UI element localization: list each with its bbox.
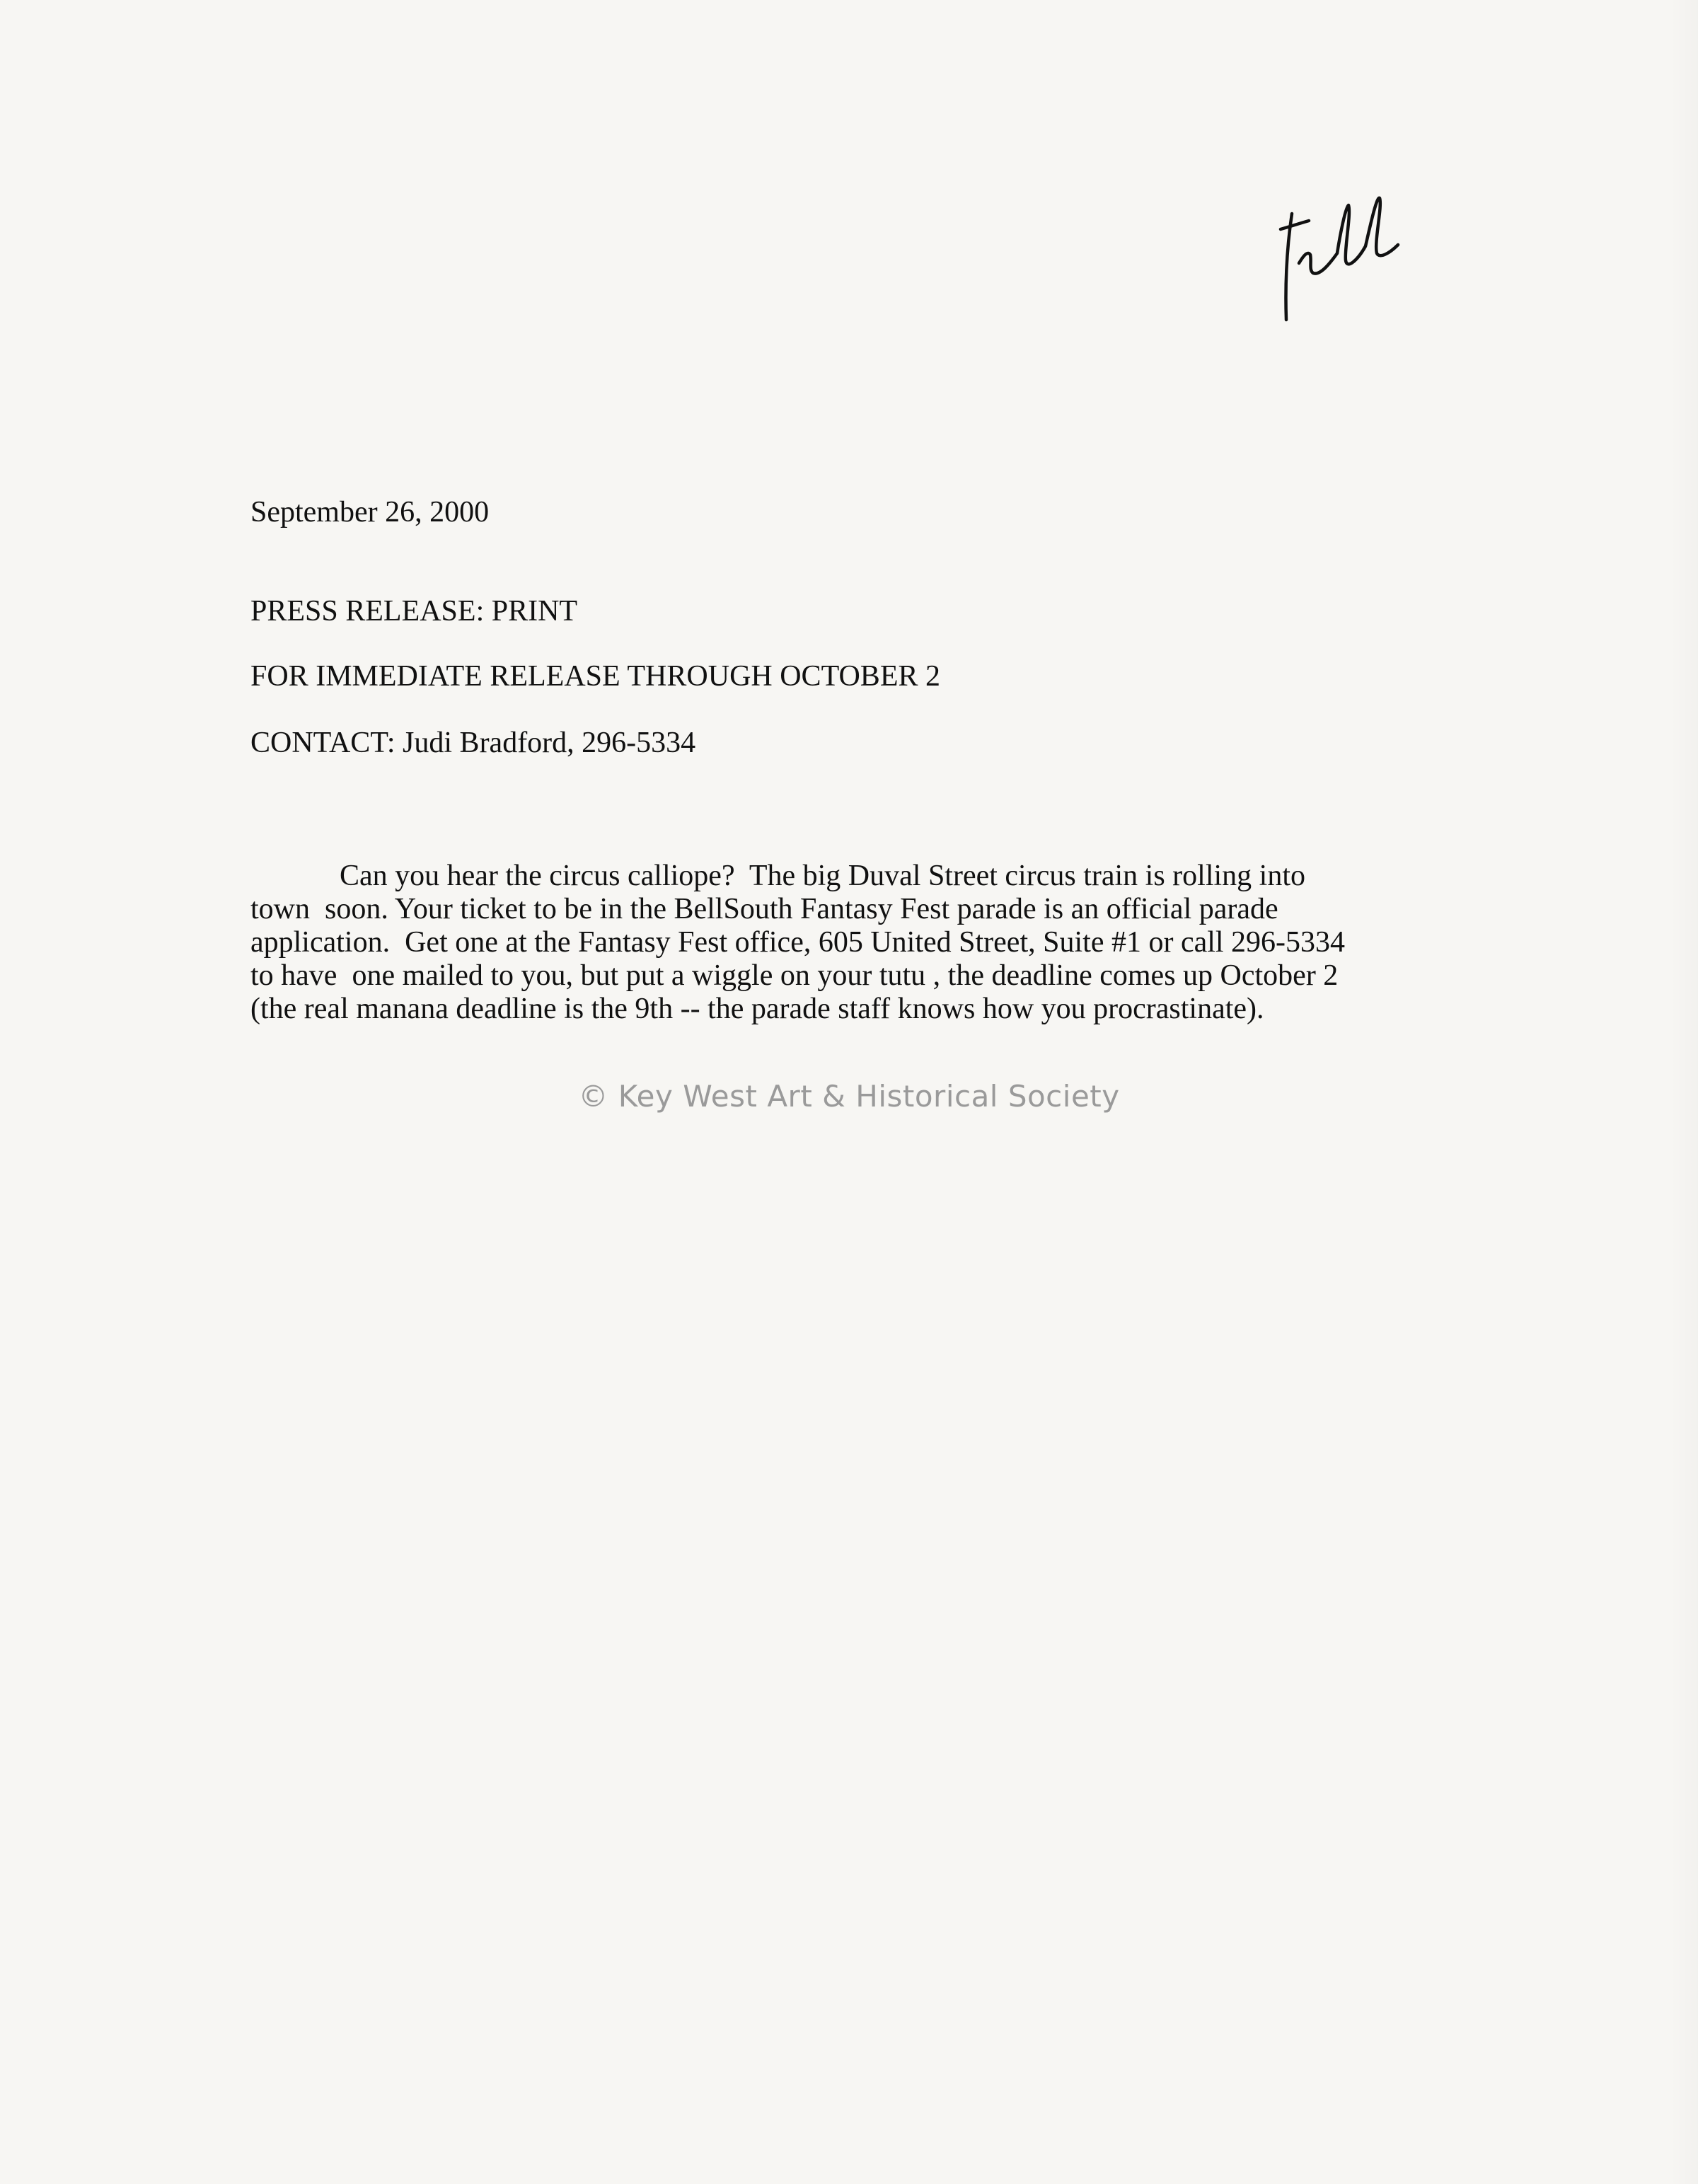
handwritten-signature bbox=[1266, 185, 1422, 348]
body-line: application. Get one at the Fantasy Fest office, 605 United Street, Suite #1 or call 296-5334 bbox=[250, 926, 1346, 959]
copyright-watermark: © Key West Art & Historical Society bbox=[578, 1079, 1120, 1114]
body-line: (the real manana deadline is the 9th -- the parade staff knows how you procrastinate). bbox=[250, 993, 1264, 1025]
release-timing: FOR IMMEDIATE RELEASE THROUGH OCTOBER 2 bbox=[250, 660, 940, 693]
contact-line: CONTACT: Judi Bradford, 296-5334 bbox=[250, 727, 696, 759]
body-paragraph bbox=[250, 860, 1467, 1026]
body-line: Can you hear the circus calliope? The big Duval Street circus train is rolling into bbox=[250, 860, 1305, 892]
document-date: September 26, 2000 bbox=[250, 496, 490, 528]
press-release-heading: PRESS RELEASE: PRINT bbox=[250, 595, 578, 628]
body-line: to have one mailed to you, but put a wiggle on your tutu , the deadline comes up October 2 bbox=[250, 959, 1339, 992]
body-line: town soon. Your ticket to be in the BellSouth Fantasy Fest parade is an official parade bbox=[250, 893, 1278, 925]
